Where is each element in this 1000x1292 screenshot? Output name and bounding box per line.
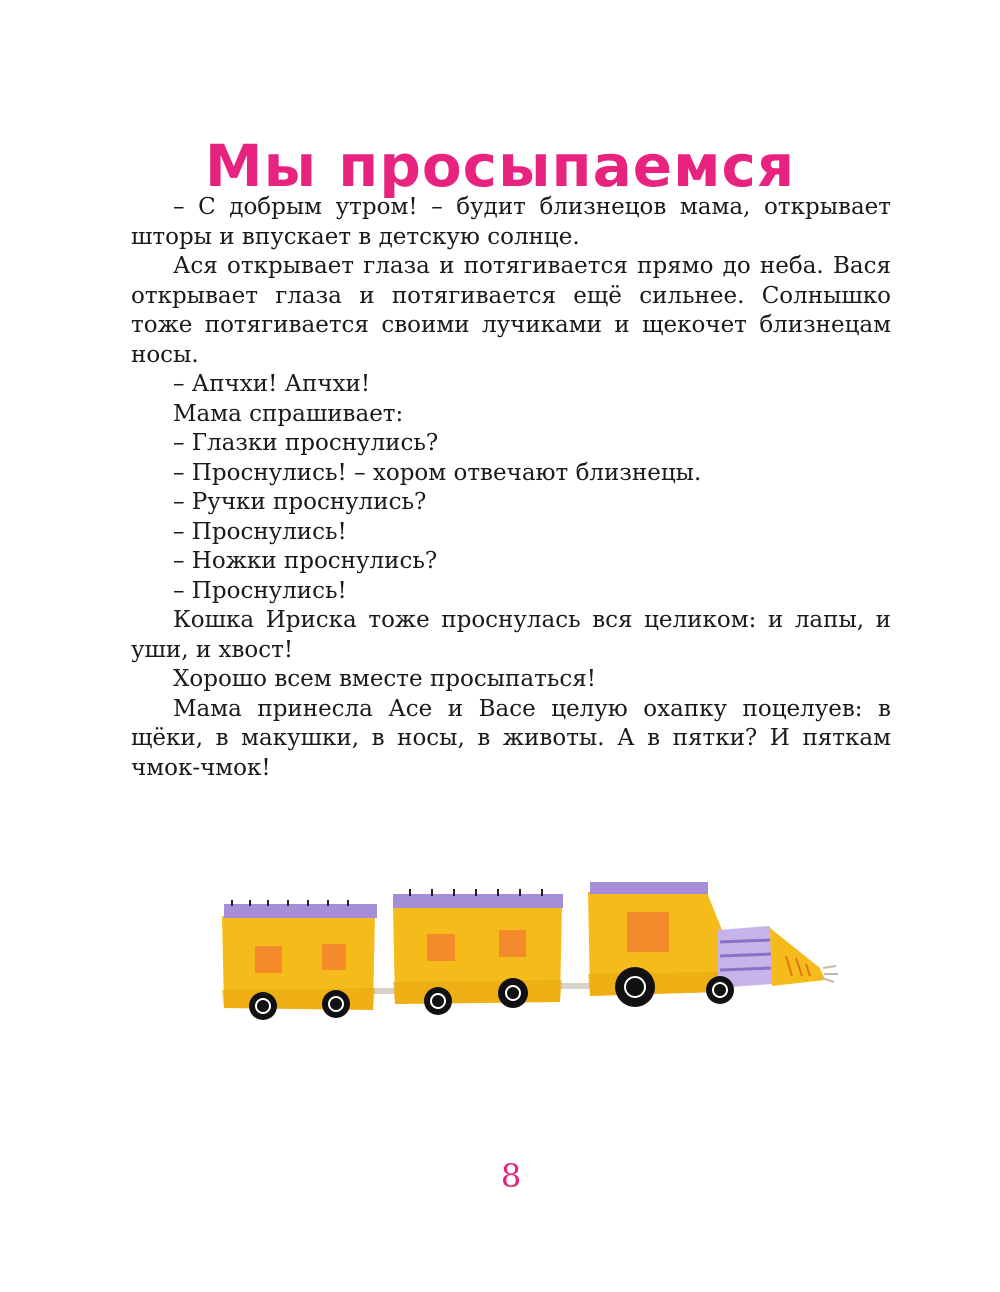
car-window bbox=[255, 946, 282, 973]
train-car-rear bbox=[222, 900, 377, 1020]
car-window bbox=[627, 912, 669, 952]
wheel bbox=[322, 990, 350, 1018]
wheel bbox=[249, 992, 277, 1020]
car-shade bbox=[222, 988, 375, 1010]
story-paragraph: Мама спрашивает: bbox=[173, 400, 404, 427]
story-paragraph: – Проснулись! – хором отвечают близнецы. bbox=[173, 459, 702, 486]
story-paragraph: – Проснулись! bbox=[173, 577, 347, 604]
train-locomotive bbox=[588, 882, 838, 1007]
page-title: Мы просыпаемся bbox=[204, 131, 796, 200]
story-paragraph: – Ножки проснулись? bbox=[173, 548, 438, 574]
wheel bbox=[424, 987, 452, 1015]
story-paragraph: Кошка Ириска тоже проснулась вся целиком: и лапы, и уши, и хвост! bbox=[131, 607, 891, 663]
story-text bbox=[131, 193, 891, 783]
story-paragraph: Ася открывает глаза и потягивается прямо до неба. Вася открывает глаза и потягивается ещё сильнее. Солнышко тоже потягивается своими лучиками и щекочет близнецам носы. bbox=[131, 253, 891, 368]
car-window bbox=[499, 930, 526, 957]
locomotive-cowcatcher bbox=[770, 928, 825, 986]
wheel bbox=[615, 967, 655, 1007]
story-paragraph: – Апчхи! Апчхи! bbox=[173, 371, 371, 397]
page-number: 8 bbox=[500, 1157, 522, 1195]
story-paragraph: – Глазки проснулись? bbox=[173, 430, 439, 456]
story-paragraph: Хорошо всем вместе просыпаться! bbox=[173, 666, 596, 692]
wheel bbox=[498, 978, 528, 1008]
car-window bbox=[322, 944, 346, 970]
story-paragraph: – Проснулись! bbox=[173, 518, 347, 545]
car-roof bbox=[224, 904, 377, 918]
story-paragraph: – С добрым утром! – будит близнецов мама, открывает шторы и впускает в детскую солнце. bbox=[131, 194, 891, 250]
car-shade bbox=[393, 980, 562, 1004]
toy-train-icon bbox=[210, 870, 850, 1030]
coupling bbox=[560, 983, 590, 989]
car-window bbox=[427, 934, 455, 961]
train-car-middle bbox=[393, 889, 563, 1015]
car-roof bbox=[590, 882, 708, 894]
story-paragraph: – Ручки проснулись? bbox=[173, 489, 427, 515]
coupling bbox=[373, 988, 395, 994]
story-paragraph: Мама принесла Асе и Васе целую охапку поцелуев: в щёки, в макушки, в носы, в животы. А в пятки? И пяткам чмок-чмок! bbox=[131, 695, 891, 781]
wheel bbox=[706, 976, 734, 1004]
car-roof bbox=[393, 894, 563, 908]
